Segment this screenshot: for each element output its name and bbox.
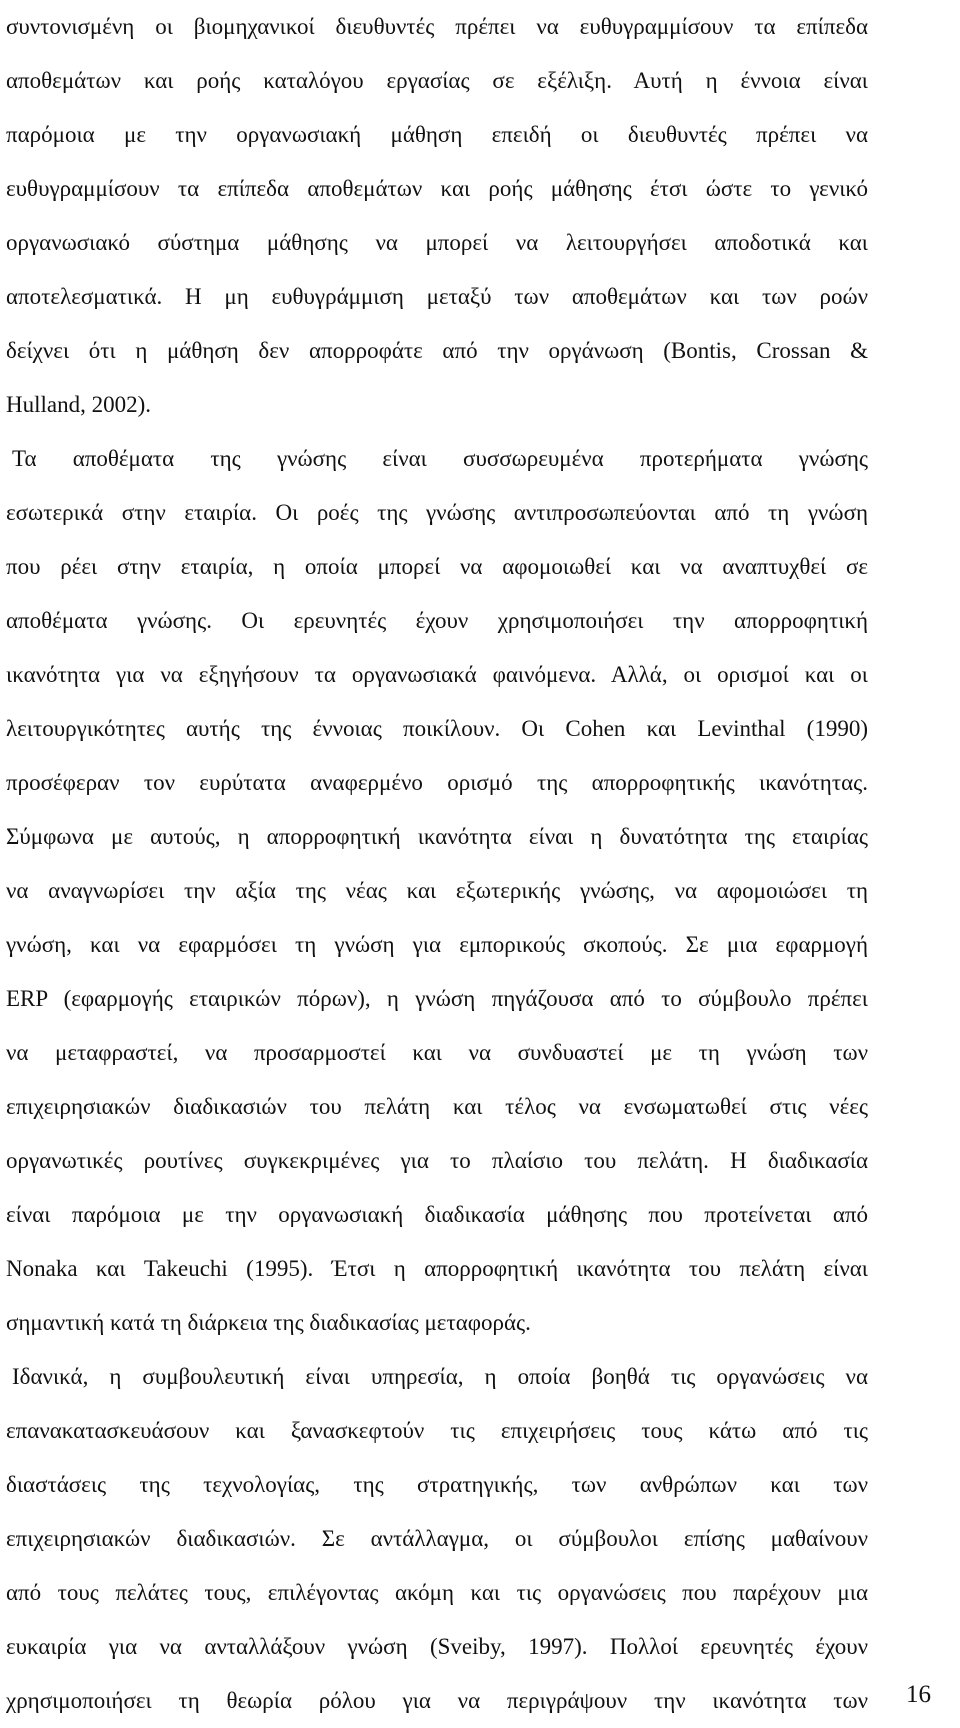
text-line: να αναγνωρίσει την αξία της νέας και εξωτερικής γνώσης, να αφομοιώσει τη [6, 878, 868, 903]
text-line: σημαντική κατά τη διάρκεια της διαδικασίας μεταφοράς. [6, 1310, 531, 1335]
text-line: ευθυγραμμίσουν τα επίπεδα αποθεμάτων και ροής μάθησης έτσι ώστε το γενικό [6, 176, 868, 201]
text-line: Τα αποθέματα της γνώσης είναι συσσωρευμένα προτερήματα γνώσης [12, 446, 868, 471]
text-line: Σύμφωνα με αυτούς, η απορροφητική ικανότητα είναι η δυνατότητα της εταιρίας [6, 824, 868, 849]
text-line: επιχειρησιακών διαδικασιών του πελάτη και τέλος να ενσωματωθεί στις νέες [6, 1094, 868, 1119]
text-line: αποτελεσματικά. Η μη ευθυγράμμιση μεταξύ των αποθεμάτων και των ροών [6, 284, 868, 309]
text-line: προσέφεραν τον ευρύτατα αναφερμένο ορισμό της απορροφητικής ικανότητας. [6, 770, 868, 795]
text-line: χρησιμοποιήσει τη θεωρία ρόλου για να περιγράψουν την ικανότητα των [6, 1688, 868, 1713]
text-line: συντονισμένη οι βιομηχανικοί διευθυντές πρέπει να ευθυγραμμίσουν τα επίπεδα [6, 14, 868, 39]
text-line: επανακατασκευάσουν και ξανασκεφτούν τις επιχειρήσεις τους κάτω από τις [6, 1418, 868, 1443]
text-line: γνώση, και να εφαρμόσει τη γνώση για εμπορικούς σκοπούς. Σε μια εφαρμογή [6, 932, 868, 957]
text-line: Nonaka και Takeuchi (1995). Έτσι η απορροφητική ικανότητα του πελάτη είναι [6, 1256, 868, 1281]
text-line: εσωτερικά στην εταιρία. Οι ροές της γνώσης αντιπροσωπεύονται από τη γνώση [6, 500, 868, 525]
text-line: Hulland, 2002). [6, 392, 152, 417]
text-line: δείχνει ότι η μάθηση δεν απορροφάτε από την οργάνωση (Bontis, Crossan & [6, 338, 868, 363]
body-text [6, 0, 868, 1728]
text-line: οργανωσιακό σύστημα μάθησης να μπορεί να λειτουργήσει αποδοτικά και [6, 230, 868, 255]
text-line: Ιδανικά, η συμβουλευτική είναι υπηρεσία, η οποία βοηθά τις οργανώσεις να [12, 1364, 868, 1389]
text-line: ικανότητα για να εξηγήσουν τα οργανωσιακά φαινόμενα. Αλλά, οι ορισμοί και οι [6, 662, 868, 687]
text-line: είναι παρόμοια με την οργανωσιακή διαδικασία μάθησης που προτείνεται από [6, 1202, 868, 1227]
text-line: ERP (εφαρμογής εταιρικών πόρων), η γνώση πηγάζουσα από το σύμβουλο πρέπει [6, 986, 868, 1011]
text-line: λειτουργικότητες αυτής της έννοιας ποικίλουν. Οι Cohen και Levinthal (1990) [6, 716, 868, 741]
text-line: να μεταφραστεί, να προσαρμοστεί και να συνδυαστεί με τη γνώση των [6, 1040, 868, 1065]
text-line: από τους πελάτες τους, επιλέγοντας ακόμη και τις οργανώσεις που παρέχουν μια [6, 1580, 868, 1605]
text-line: αποθεμάτων και ροής καταλόγου εργασίας σε εξέλιξη. Αυτή η έννοια είναι [6, 68, 868, 93]
page-number: 16 [906, 1681, 931, 1708]
text-line: αποθέματα γνώσης. Οι ερευνητές έχουν χρησιμοποιήσει την απορροφητική [6, 608, 868, 633]
text-line: οργανωτικές ρουτίνες συγκεκριμένες για το πλαίσιο του πελάτη. Η διαδικασία [6, 1148, 868, 1173]
text-line: επιχειρησιακών διαδικασιών. Σε αντάλλαγμα, οι σύμβουλοι επίσης μαθαίνουν [6, 1526, 868, 1551]
text-line: που ρέει στην εταιρία, η οποία μπορεί να αφομοιωθεί και να αναπτυχθεί σε [6, 554, 868, 579]
text-line: ευκαιρία για να ανταλλάξουν γνώση (Sveiby, 1997). Πολλοί ερευνητές έχουν [6, 1634, 868, 1659]
text-line: παρόμοια με την οργανωσιακή μάθηση επειδή οι διευθυντές πρέπει να [6, 122, 868, 147]
text-line: διαστάσεις της τεχνολογίας, της στρατηγικής, των ανθρώπων και των [6, 1472, 868, 1497]
